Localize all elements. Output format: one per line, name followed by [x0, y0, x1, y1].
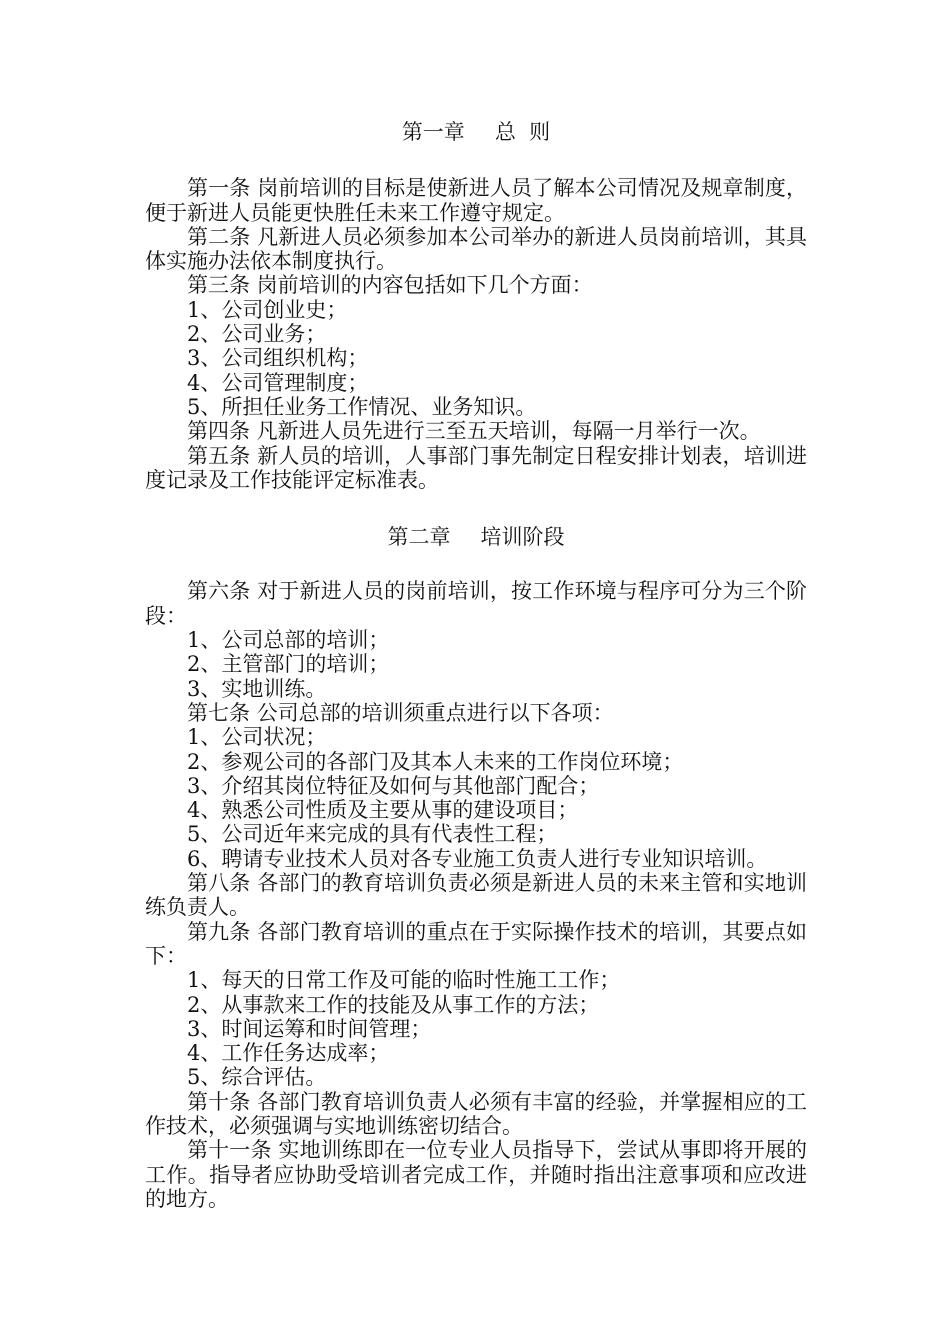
- list-item: 6、聘请专业技术人员对各专业施工负责人进行专业知识培训。: [187, 846, 768, 871]
- chapter-2-name: 培训阶段: [480, 525, 565, 550]
- list-item: 5、综合评估。: [187, 1065, 327, 1090]
- article-paragraph: 第五条 新人员的培训，人事部门事先制定日程安排计划表，培训进度记录及工作技能评定标准表。: [145, 443, 807, 492]
- list-item: 3、时间运筹和时间管理；: [187, 1016, 432, 1041]
- list-item: 2、主管部门的培训；: [187, 652, 390, 677]
- article-paragraph: 第十条 各部门教育培训负责人必须有丰富的经验，并掌握相应的工作技术，必须强调与实地训练密切结合。: [145, 1089, 807, 1138]
- chapter-1-name: 总 则: [494, 120, 551, 144]
- article-paragraph: 第三条 岗前培训的内容包括如下几个方面：: [187, 273, 593, 298]
- list-item: 5、公司近年来完成的具有代表性工程；: [187, 822, 558, 847]
- list-item: 2、参观公司的各部门及其本人未来的工作岗位环境；: [187, 749, 684, 774]
- list-item: 4、熟悉公司性质及主要从事的建设项目；: [187, 798, 579, 823]
- article-paragraph: 第一条 岗前培训的目标是使新进人员了解本公司情况及规章制度，便于新进人员能更快胜任未来工作遵守规定。: [145, 176, 807, 225]
- list-item: 5、所担任业务工作情况、业务知识。: [187, 394, 537, 419]
- list-item: 2、从事款来工作的技能及从事工作的方法；: [187, 992, 600, 1017]
- article-paragraph: 第二条 凡新进人员必须参加本公司举办的新进人员岗前培训，其具体实施办法依本制度执行。: [145, 224, 807, 274]
- chapter-1-number: 第一章: [401, 120, 465, 144]
- list-item: 3、实地训练。: [187, 676, 327, 701]
- chapter-1-body: [145, 176, 807, 492]
- list-item: 2、公司业务；: [187, 322, 327, 347]
- document-page: [145, 120, 807, 1211]
- article-paragraph: 第六条 对于新进人员的岗前培训，按工作环境与程序可分为三个阶段：: [145, 579, 807, 628]
- list-item: 3、公司组织机构；: [187, 346, 369, 371]
- list-item: 1、公司总部的培训；: [187, 628, 390, 653]
- chapter-2-body: [145, 579, 807, 1211]
- list-item: 1、公司创业史；: [187, 297, 348, 322]
- article-paragraph: 第七条 公司总部的培训须重点进行以下各项：: [187, 700, 614, 725]
- article-paragraph: 第十一条 实地训练即在一位专业人员指导下，尝试从事即将开展的工作。指导者应协助受培训者完成工作，并随时指出注意事项和应改进的地方。: [145, 1138, 807, 1211]
- list-item: 1、每天的日常工作及可能的临时性施工工作；: [187, 968, 621, 993]
- chapter-2-title: [145, 525, 807, 549]
- list-item: 4、公司管理制度；: [187, 370, 369, 395]
- chapter-2-number: 第二章: [387, 525, 451, 550]
- article-paragraph: 第九条 各部门教育培训的重点在于实际操作技术的培训，其要点如下：: [145, 919, 807, 968]
- list-item: 3、介绍其岗位特征及如何与其他部门配合；: [187, 773, 600, 798]
- article-paragraph: 第四条 凡新进人员先进行三至五天培训，每隔一月举行一次。: [187, 419, 761, 444]
- chapter-1-title: [145, 120, 807, 144]
- list-item: 1、公司状况；: [187, 725, 327, 750]
- article-paragraph: 第八条 各部门的教育培训负责必须是新进人员的未来主管和实地训练负责人。: [145, 871, 807, 920]
- list-item: 4、工作任务达成率；: [187, 1041, 390, 1066]
